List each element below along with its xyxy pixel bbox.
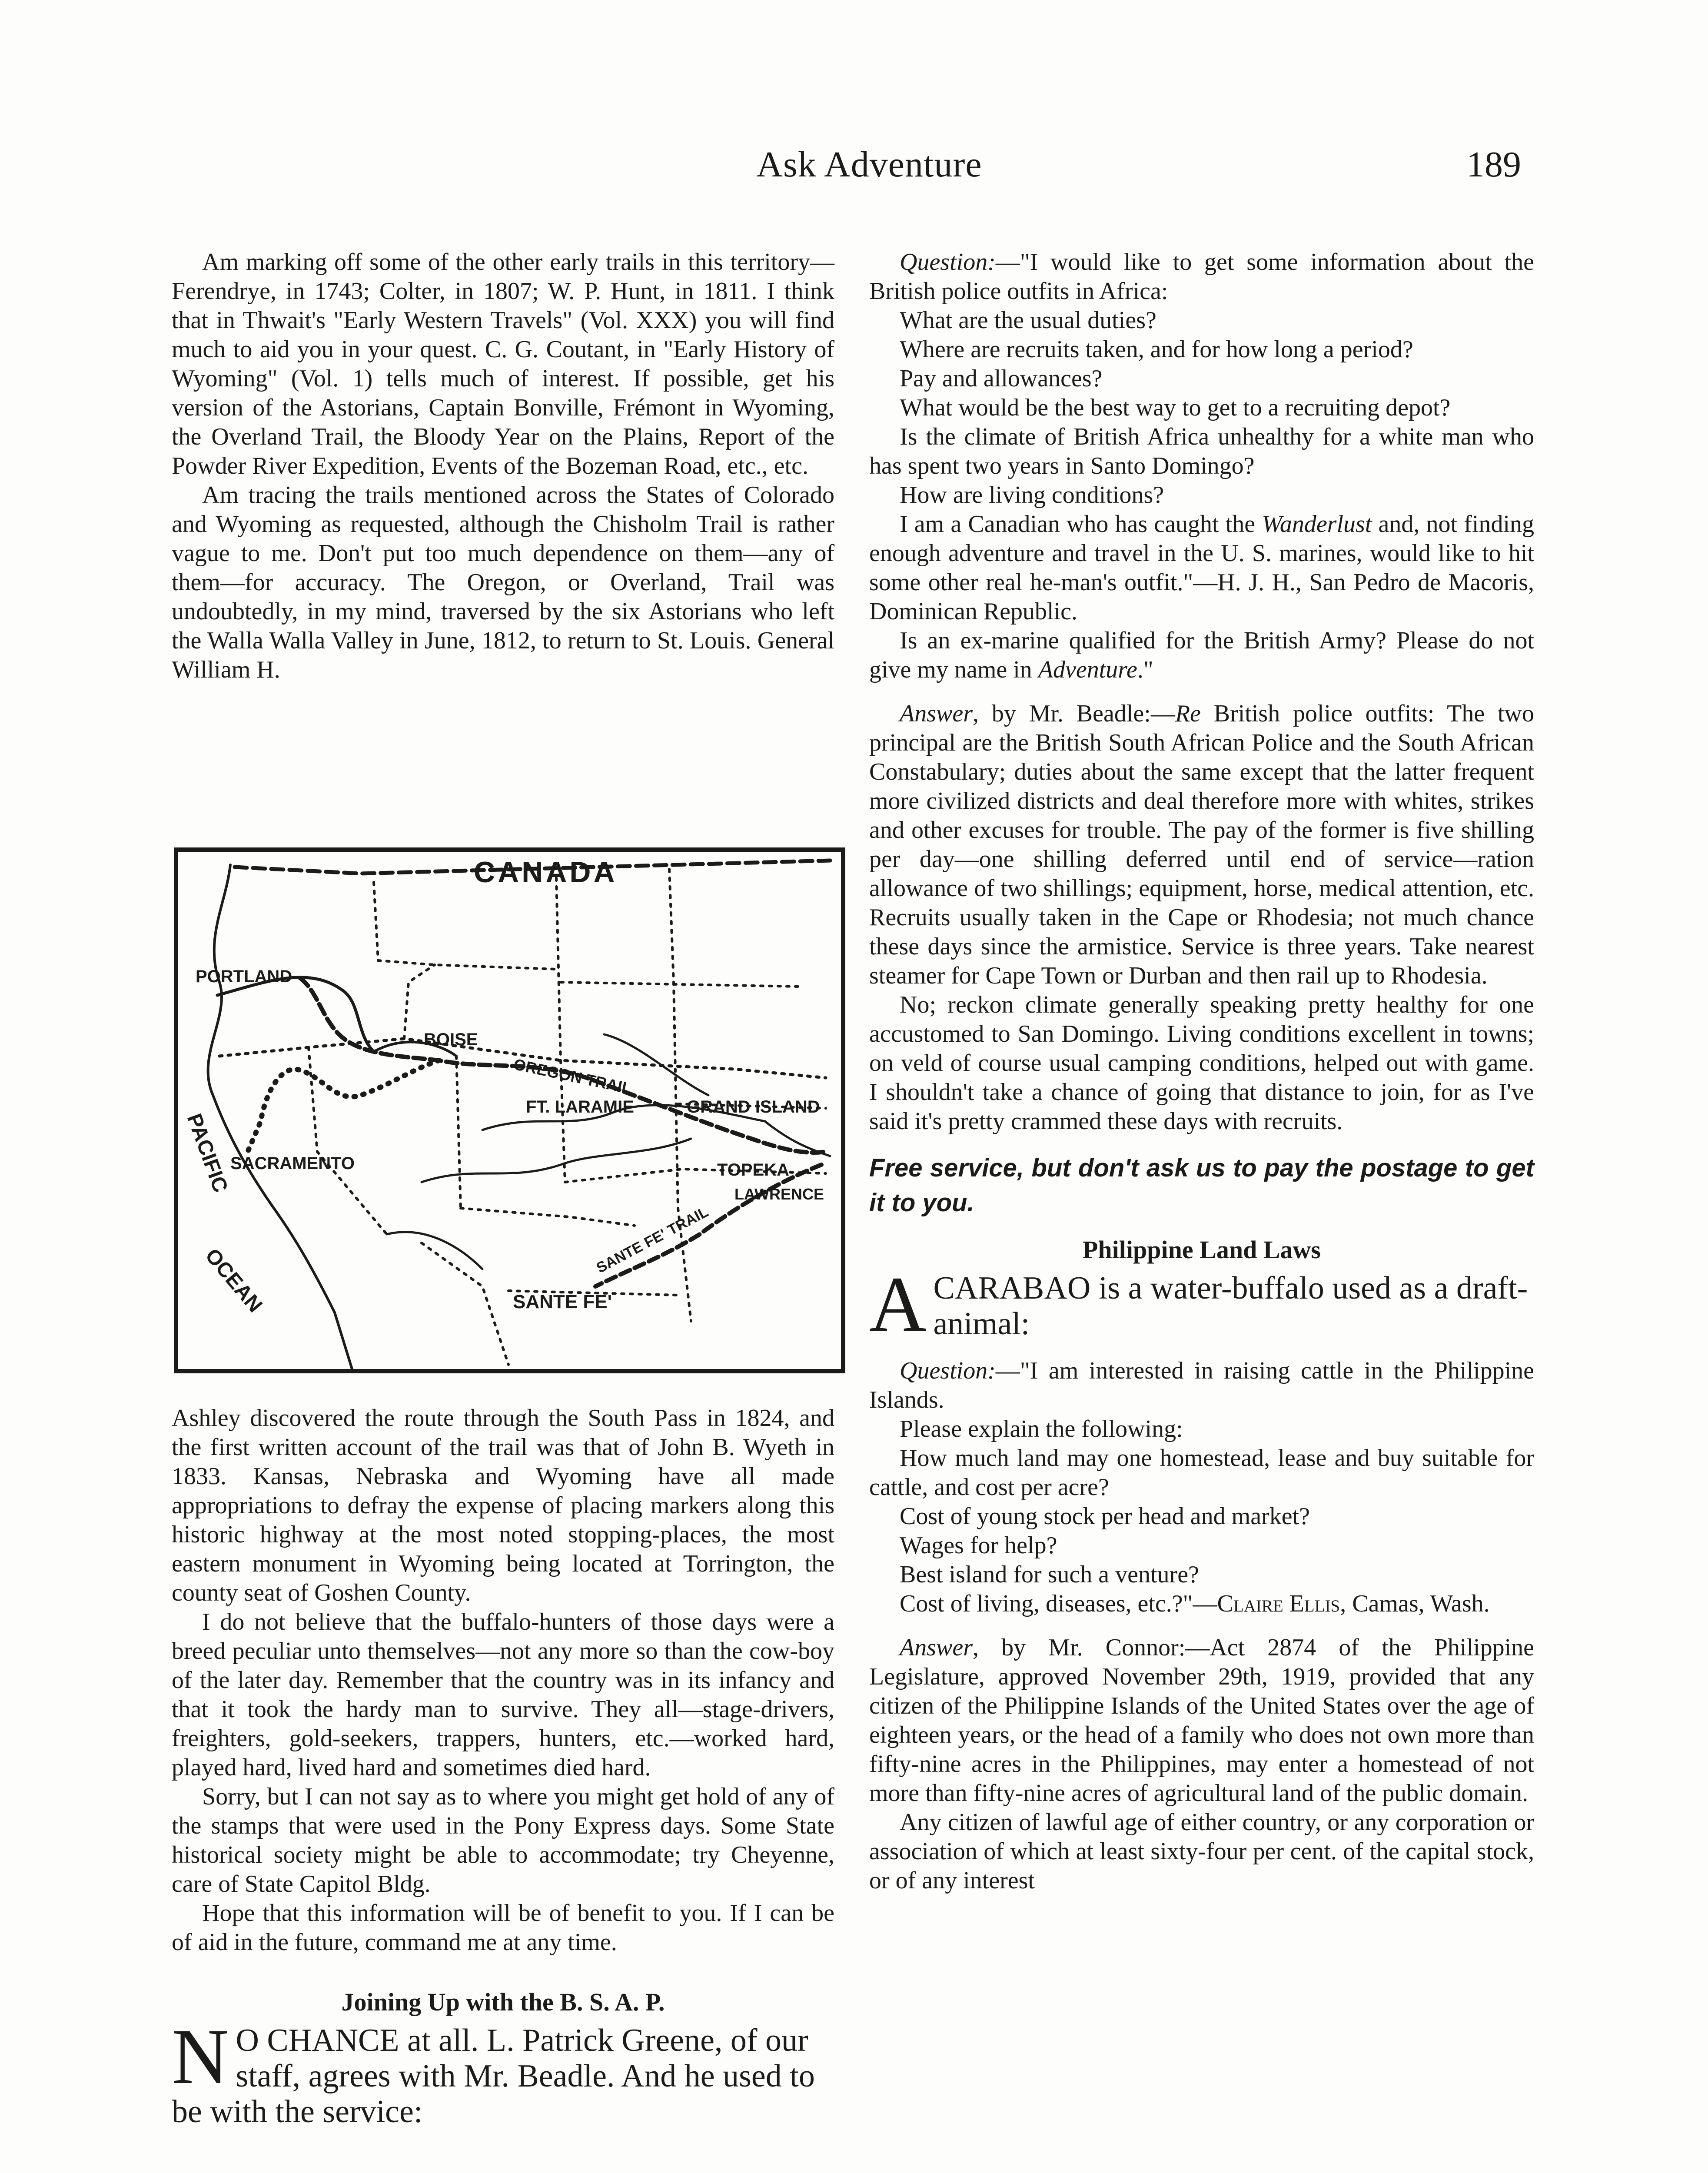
answer-paragraph bbox=[869, 1633, 1534, 1808]
page-header-title: Ask Adventure bbox=[756, 144, 982, 185]
question-line: Where are recruits taken, and for how long a period? bbox=[900, 336, 1413, 363]
map-label-ft-laramie: FT. LARAMIE bbox=[526, 1097, 634, 1116]
question-text: —"I would like to get some information about the British police outfits in Africa: bbox=[869, 249, 1534, 305]
text-run: Act 2874 of the Philippine Legislature, approved November 29th, 1919, provided that any citizen of the Philippine Islands of the United States over the age of eighteen years, or the head of a family who does not own more than fifty-nine acres in the Philippines, may enter a homestead of not more than fifty-nine acres of agricultural land of the public domain. bbox=[869, 1634, 1534, 1807]
map-svg bbox=[178, 852, 841, 1369]
question-line: How are living conditions? bbox=[900, 482, 1164, 508]
map-label-topeka: TOPEKA bbox=[717, 1160, 789, 1180]
paragraph: Hope that this information will be of benefit to you. If I can be of aid in the future, command me at any time. bbox=[172, 1900, 834, 1956]
map-label-sacramento: SACRAMENTO bbox=[230, 1154, 355, 1173]
question-line bbox=[869, 1589, 1534, 1618]
dropcap-letter: A bbox=[869, 1261, 927, 1348]
map-label-canada: CANADA bbox=[474, 856, 618, 889]
state-line bbox=[669, 869, 678, 1208]
question-line: Cost of young stock per head and market? bbox=[900, 1503, 1310, 1530]
question-line bbox=[869, 626, 1534, 684]
dropcap-letter: N bbox=[172, 2013, 229, 2100]
map-label-ocean: OCEAN bbox=[200, 1244, 267, 1317]
text-run: British police outfits: The two principal are the British South African Police and the South African Constabulary; duties about the same except that the latter frequent more civilized districts and deal therefore more with whites, strikes and other excuses for trouble. The pay of the former is five shilling per day—one shilling deferred until end of service—ration allowance of two shillings; equipment, horse, medical attention, etc. Recruits usually taken in the Cape or Rhodesia; not much chance these days since the armistice. Service is three years. Take nearest steamer for Cape Town or Durban and then rail up to Rhodesia. bbox=[869, 700, 1535, 989]
question-line: Is the climate of British Africa unhealthy for a white man who has spent two years in Santo Domingo? bbox=[869, 423, 1534, 479]
answer-label: Answer bbox=[900, 700, 973, 727]
text-run: Cost of living, diseases, etc.?"— bbox=[900, 1590, 1217, 1617]
map-label-portland: PORTLAND bbox=[196, 967, 292, 986]
map-label-boise: BOISE bbox=[424, 1030, 478, 1049]
state-line bbox=[309, 1047, 387, 1234]
signature-name: Claire Ellis bbox=[1217, 1590, 1340, 1617]
text-run-italic: Wanderlust bbox=[1262, 511, 1372, 538]
text-run: Is an ex-marine qualified for the British Army? Please do not give my name in bbox=[869, 627, 1534, 683]
question-label: Question: bbox=[900, 249, 996, 276]
state-line bbox=[556, 878, 565, 1182]
map-label-grand-island: GRAND ISLAND bbox=[687, 1097, 820, 1116]
question-text: —"I am interested in raising cattle in the Philippine Islands. bbox=[869, 1357, 1534, 1413]
map-label-pacific: PACIFIC bbox=[182, 1110, 232, 1196]
text-run: I am a Canadian who has caught the bbox=[900, 511, 1262, 538]
state-line bbox=[456, 1056, 461, 1208]
state-line bbox=[404, 965, 435, 1039]
trail-map bbox=[174, 847, 845, 1373]
text-run: , Camas, Wash. bbox=[1340, 1590, 1490, 1617]
text-run: and, not finding enough adventure and travel in the U. S. marines, would like to hit some other real he-man's outfit."—H. J. H., San Pedro de Macoris, Dominican Republic. bbox=[869, 511, 1534, 625]
question-line bbox=[869, 510, 1534, 626]
text-run-italic: Adventure bbox=[1038, 656, 1137, 683]
question-line: Best island for such a venture? bbox=[900, 1561, 1199, 1588]
paragraph: Am marking off some of the other early trails in this territory—Ferendrye, in 1743; Colter, in 1807; W. P. Hunt, in 1811. I think that in Thwait's "Early Western Travels" (Vol. XXX) you will find much to aid you in your quest. C. G. Coutant, in "Early History of Wyoming" (Vol. 1) tells much of interest. If possible, get his version of the Astorians, Captain Bonville, Frémont in Wyoming, the Overland Trail, the Bloody Year on the Plains, Report of the Powder River Expedition, Events of the Bozeman Road, etc., etc. bbox=[172, 249, 834, 479]
california-trail bbox=[248, 1060, 439, 1152]
question-label: Question: bbox=[900, 1357, 996, 1384]
map-label-santa-fe-trail: SANTE FE' TRAIL bbox=[593, 1203, 711, 1277]
text-run: , by Mr. Connor:— bbox=[973, 1634, 1210, 1661]
right-column bbox=[869, 248, 1534, 1895]
text-run: , by Mr. Beadle:— bbox=[973, 700, 1175, 727]
state-line bbox=[422, 1243, 508, 1365]
left-column-top bbox=[172, 248, 834, 684]
question-line: What would be the best way to get to a recruiting depot? bbox=[900, 394, 1451, 421]
service-notice: Free service, but don't ask us to pay the postage to get it to you. bbox=[869, 1154, 1534, 1217]
question-intro bbox=[869, 248, 1534, 306]
dropcap-text: O CHANCE at all. L. Patrick Greene, of our staff, agrees with Mr. Beadle. And he used to be with the service: bbox=[172, 2023, 815, 2130]
answer-label: Answer bbox=[900, 1634, 973, 1661]
page-number: 189 bbox=[1466, 144, 1521, 185]
answer-paragraph bbox=[869, 699, 1534, 990]
left-column-bottom bbox=[172, 1404, 834, 2130]
question-line: Please explain the following: bbox=[900, 1415, 1183, 1442]
paragraph: Am tracing the trails mentioned across the States of Colorado and Wyoming as requested, although the Chisholm Trail is rather vague to me. Don't put too much dependence on them—any of them—for accuracy. The Oregon, or Overland, Trail was undoubtedly, in my mind, traversed by the six Astorians who left the Walla Walla Valley in June, 1812, to return to St. Louis. General William H. bbox=[172, 482, 834, 683]
river bbox=[387, 1232, 482, 1269]
map-label-santa-fe: SANTE FE' bbox=[513, 1291, 612, 1312]
state-line bbox=[374, 882, 556, 969]
dropcap-paragraph bbox=[869, 1261, 1534, 1348]
question-intro bbox=[869, 1356, 1534, 1415]
river bbox=[422, 1139, 691, 1182]
question-line: Pay and allowances? bbox=[900, 365, 1103, 392]
state-line bbox=[561, 982, 800, 987]
paragraph: Any citizen of lawful age of either country, or any corporation or association of which at least sixty-four per cent. of the capital stock, or of any interest bbox=[869, 1809, 1534, 1894]
santa-fe-trail bbox=[595, 1165, 821, 1286]
paragraph: No; reckon climate generally speaking pretty healthy for one accustomed to San Domingo. Living conditions excellent in towns; on veld of course usual camping conditions, helped out with game. I shouldn't take a chance of going that distance to join, for as I've said it's pretty crammed these days with recruits. bbox=[869, 991, 1534, 1135]
map-label-lawrence: LAWRENCE bbox=[734, 1185, 824, 1203]
state-line bbox=[461, 1208, 635, 1226]
map-label-oregon-trail: OREGON TRAIL bbox=[512, 1055, 633, 1098]
text-run: ." bbox=[1137, 656, 1153, 683]
dropcap-text: CARABAO is a water-buffalo used as a draft-animal: bbox=[933, 1270, 1528, 1342]
question-line: How much land may one homestead, lease and buy suitable for cattle, and cost per acre? bbox=[869, 1445, 1534, 1501]
question-line: What are the usual duties? bbox=[900, 307, 1156, 334]
paragraph: I do not believe that the buffalo-hunters of those days were a breed peculiar unto themselves—not any more so than the cow-boy of the later day. Remember that the country was in its infancy and that it took the hardy man to survive. They all—stage-drivers, freighters, gold-seekers, trappers, hunters, etc.—worked hard, played hard, lived hard and sometimes died hard. bbox=[172, 1608, 834, 1781]
section-title-philippine: Philippine Land Laws bbox=[1083, 1236, 1321, 1264]
text-run-italic: Re bbox=[1175, 700, 1201, 727]
paragraph: Ashley discovered the route through the South Pass in 1824, and the first written account of the trail was that of John B. Wyeth in 1833. Kansas, Nebraska and Wyoming have all made appropriations to defray the expense of placing markers along this historic highway at the most noted stopping-places, the most eastern monument in Wyoming being located at Torrington, the county seat of Goshen County. bbox=[172, 1405, 834, 1606]
question-line: Wages for help? bbox=[900, 1532, 1057, 1559]
paragraph: Sorry, but I can not say as to where you might get hold of any of the stamps that were used in the Pony Express days. Some State historical society might be able to accommodate; try Cheyenne, care of State Capitol Bldg. bbox=[172, 1783, 834, 1897]
section-title-bsap: Joining Up with the B. S. A. P. bbox=[341, 1988, 665, 2016]
dropcap-paragraph bbox=[172, 2013, 834, 2130]
